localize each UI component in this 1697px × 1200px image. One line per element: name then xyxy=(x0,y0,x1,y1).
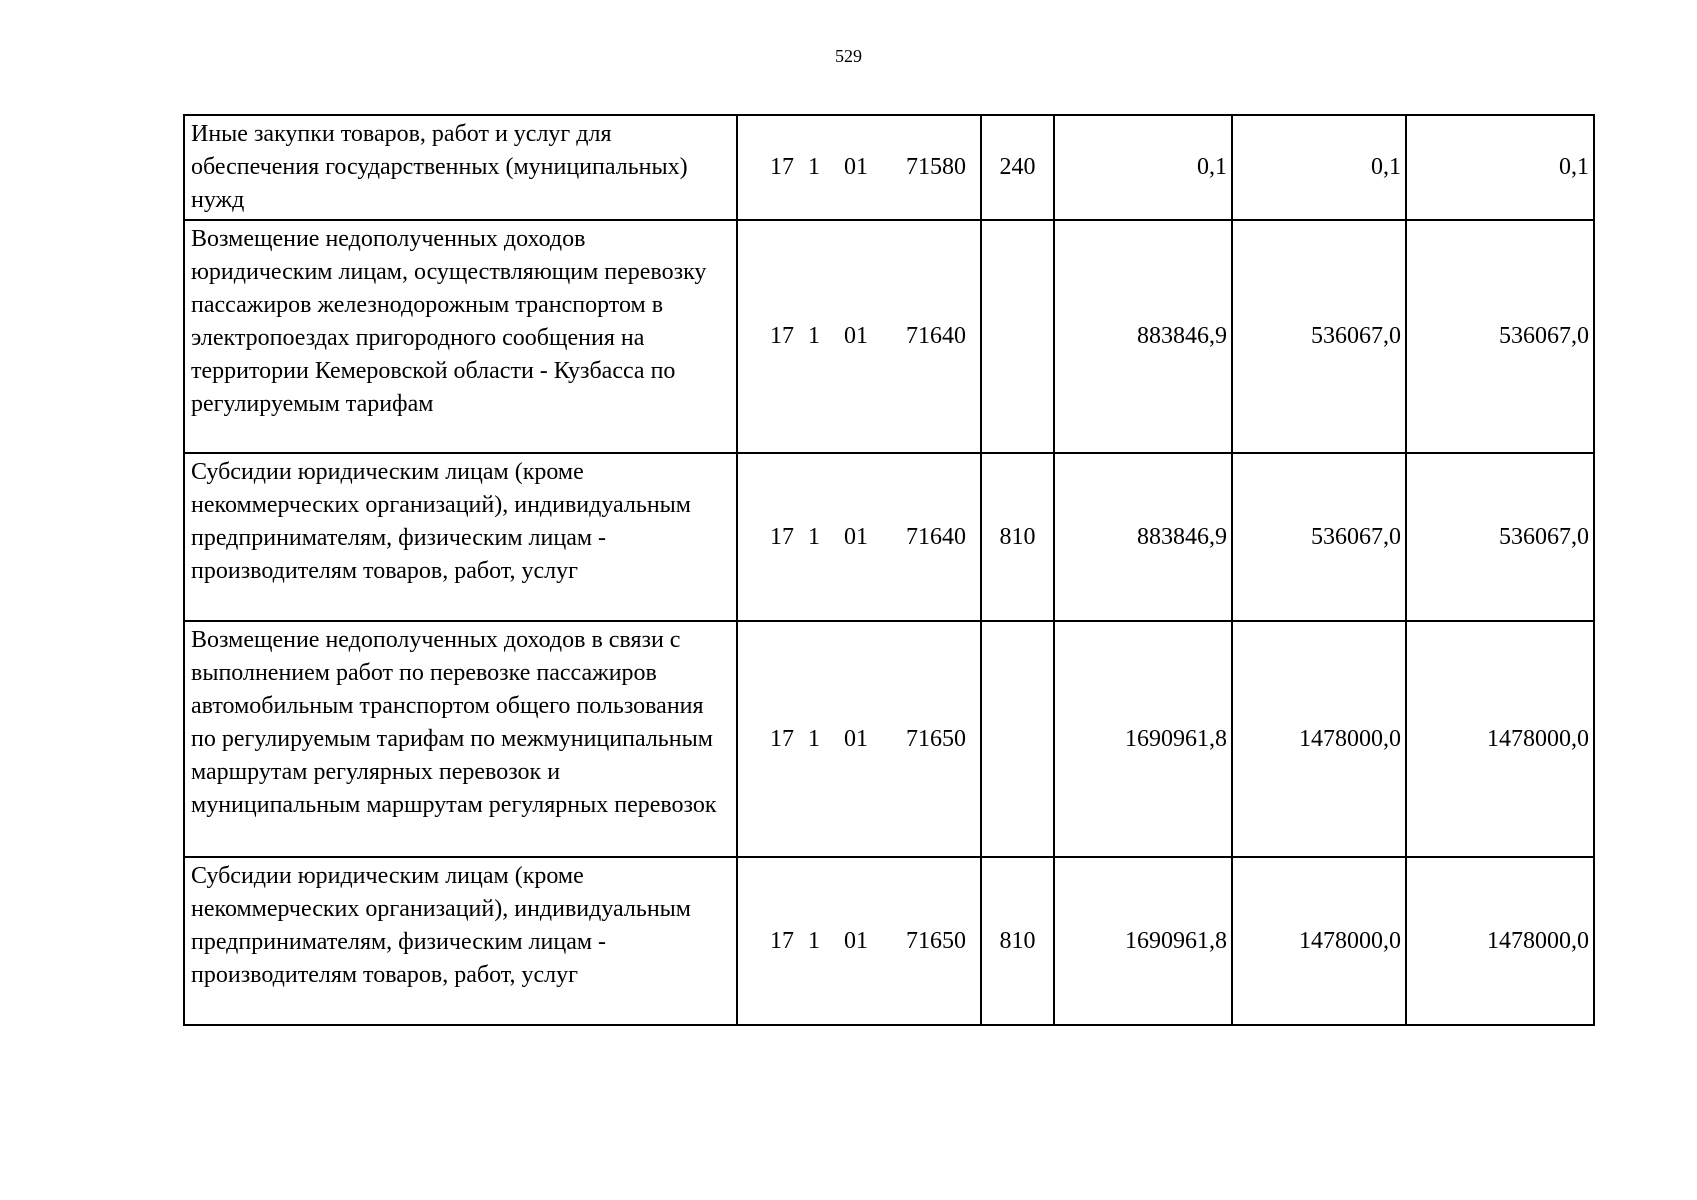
amount-3: 0,1 xyxy=(1406,115,1594,220)
code-event: 01 xyxy=(844,154,868,180)
budget-table xyxy=(183,114,1595,1026)
amount-2: 536067,0 xyxy=(1232,453,1406,621)
amount-1: 0,1 xyxy=(1054,115,1232,220)
amount-2: 0,1 xyxy=(1232,115,1406,220)
code-event: 01 xyxy=(844,927,868,954)
page-number: 529 xyxy=(835,46,862,66)
program-code-cell xyxy=(737,220,981,453)
code-direction: 71650 xyxy=(906,725,966,752)
code-program: 17 xyxy=(770,323,794,349)
expense-type: 810 xyxy=(981,453,1054,621)
table-row xyxy=(184,621,1594,857)
row-description: Субсидии юридическим лицам (кроме некоммерческих организаций), индивидуальным предпринимателям, физическим лицам - производителям товаров, работ, услуг xyxy=(184,453,737,621)
amount-1: 883846,9 xyxy=(1054,453,1232,621)
amount-2: 1478000,0 xyxy=(1232,857,1406,1025)
code-subprogram: 1 xyxy=(808,927,820,954)
table-row xyxy=(184,220,1594,453)
amount-3: 1478000,0 xyxy=(1406,621,1594,857)
code-event: 01 xyxy=(844,323,868,349)
amount-2: 1478000,0 xyxy=(1232,621,1406,857)
row-description: Иные закупки товаров, работ и услуг для обеспечения государственных (муниципальных) нужд xyxy=(184,115,737,220)
code-direction: 71650 xyxy=(906,927,966,954)
table-row xyxy=(184,115,1594,220)
amount-2: 536067,0 xyxy=(1232,220,1406,453)
amount-1: 883846,9 xyxy=(1054,220,1232,453)
code-subprogram: 1 xyxy=(808,725,820,752)
amount-3: 1478000,0 xyxy=(1406,857,1594,1025)
code-direction: 71640 xyxy=(906,323,966,349)
row-description: Возмещение недополученных доходов юридическим лицам, осуществляющим перевозку пассажиров железнодорожным транспортом в электропоездах пригородного сообщения на территории Кемеровской области - Кузбасса по регулируемым тарифам xyxy=(184,220,737,453)
code-subprogram: 1 xyxy=(808,323,820,349)
amount-1: 1690961,8 xyxy=(1054,621,1232,857)
code-program: 17 xyxy=(770,523,794,550)
amount-1: 1690961,8 xyxy=(1054,857,1232,1025)
expense-type: 810 xyxy=(981,857,1054,1025)
program-code-cell xyxy=(737,115,981,220)
code-program: 17 xyxy=(770,927,794,954)
code-event: 01 xyxy=(844,523,868,550)
expense-type xyxy=(981,220,1054,453)
expense-type: 240 xyxy=(981,115,1054,220)
code-direction: 71640 xyxy=(906,523,966,550)
code-direction: 71580 xyxy=(906,154,966,180)
row-description: Возмещение недополученных доходов в связи с выполнением работ по перевозке пассажиров автомобильным транспортом общего пользования по регулируемым тарифам по межмуниципальным маршрутам регулярных перевозок и муниципальным маршрутам регулярных перевозок xyxy=(184,621,737,857)
code-event: 01 xyxy=(844,725,868,752)
row-description: Субсидии юридическим лицам (кроме некоммерческих организаций), индивидуальным предпринимателям, физическим лицам - производителям товаров, работ, услуг xyxy=(184,857,737,1025)
code-program: 17 xyxy=(770,154,794,180)
program-code-cell xyxy=(737,857,981,1025)
program-code-cell xyxy=(737,621,981,857)
code-subprogram: 1 xyxy=(808,523,820,550)
code-subprogram: 1 xyxy=(808,154,820,180)
amount-3: 536067,0 xyxy=(1406,453,1594,621)
table-row xyxy=(184,857,1594,1025)
code-program: 17 xyxy=(770,725,794,752)
amount-3: 536067,0 xyxy=(1406,220,1594,453)
table-row xyxy=(184,453,1594,621)
expense-type xyxy=(981,621,1054,857)
program-code-cell xyxy=(737,453,981,621)
